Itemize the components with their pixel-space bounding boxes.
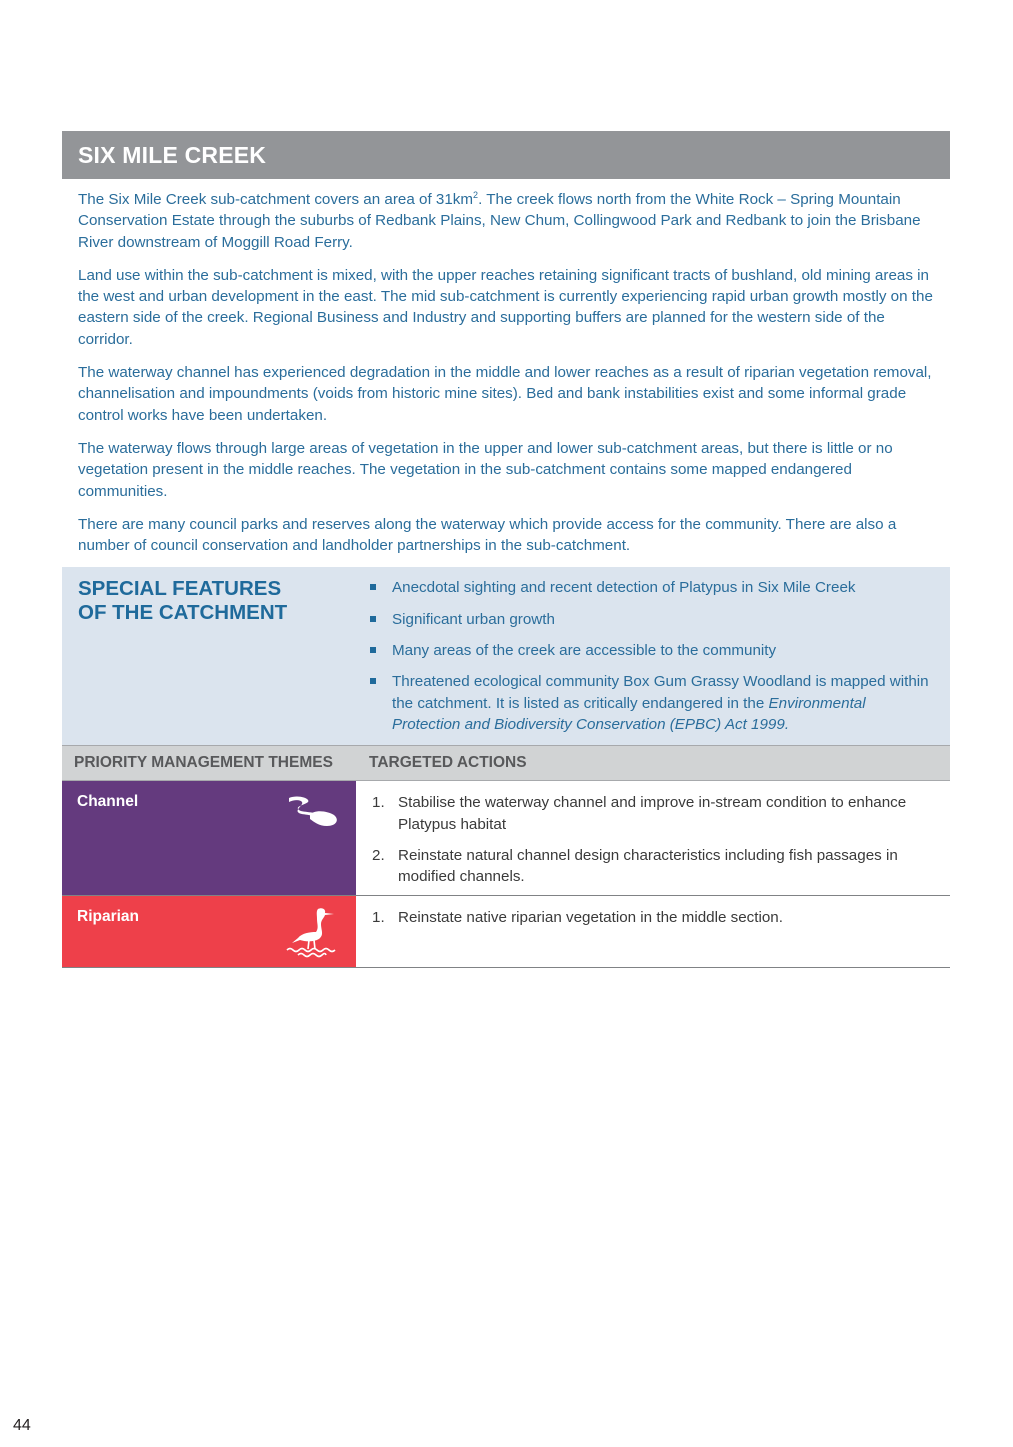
themes-column-header: PRIORITY MANAGEMENT THEMES — [74, 754, 333, 772]
epbc-act-reference: Environmental Protection and Biodiversity Conservation (EPBC) Act 1999. — [392, 694, 866, 733]
channel-actions — [356, 781, 950, 895]
intro-paragraph-4: The waterway flows through large areas of vegetation in the upper and lower sub-catchment areas, but there is little or no vegetation present in the middle reaches. The vegetation in the sub-catchment contains some mapped endangered communities. — [78, 439, 893, 500]
action-number: 1. — [372, 794, 385, 812]
features-heading-line-1: SPECIAL FEATURES — [78, 577, 282, 601]
river-icon — [284, 793, 340, 833]
theme-name: Channel — [77, 793, 139, 811]
features-heading-line-2: OF THE CATCHMENT — [78, 601, 288, 625]
actions-column-header: TARGETED ACTIONS — [369, 754, 527, 772]
page-number: 44 — [13, 1417, 31, 1434]
feature-text: Many areas of the creek are accessible to the community — [392, 642, 777, 660]
heron-icon — [284, 906, 340, 958]
intro-paragraph-3: The waterway channel has experienced degradation in the middle and lower reaches as a result of riparian vegetation removal, channelisation and impoundments (voids from historic mine sites). Bed and bank instabilities exist and some informal grade control works have been undertaken. — [78, 364, 932, 424]
action-text: Reinstate natural channel design characteristics including fish passages in modified channels. — [398, 846, 898, 886]
intro-paragraph-2: Land use within the sub-catchment is mixed, with the upper reaches retaining significant tracts of bushland, old mining areas in the west and urban development in the east. The mid sub-catchment is currently experiencing rapid urban growth mostly on the eastern side of the creek. Regional Business and Industry and supporting buffers are planned for the western side of the corridor. — [78, 266, 933, 348]
feature-item — [368, 671, 936, 735]
feature-text: Significant urban growth — [392, 610, 555, 628]
channel-actions-list — [372, 792, 936, 887]
action-item — [372, 845, 936, 888]
action-text: Reinstate native riparian vegetation in the middle section. — [398, 909, 783, 927]
feature-item — [368, 640, 936, 661]
feature-text: Threatened ecological community Box Gum Grassy Woodland is mapped within the catchment. It is listed as critically endangered in the — [392, 673, 929, 712]
feature-text: Anecdotal sighting and recent detection of Platypus in Six Mile Creek — [392, 579, 856, 597]
square-bullet-icon — [370, 647, 376, 653]
section-title-bar — [62, 131, 950, 179]
features-list — [368, 577, 936, 735]
action-text: Stabilise the waterway channel and improve in-stream condition to enhance Platypus habitat — [398, 794, 907, 833]
action-number: 1. — [372, 909, 385, 927]
action-item — [372, 792, 936, 835]
square-bullet-icon — [370, 678, 376, 684]
theme-cell-riparian — [62, 896, 356, 967]
management-table-header — [62, 745, 950, 781]
riparian-actions — [356, 896, 950, 967]
catchment-sheet — [62, 131, 950, 968]
special-features-heading — [78, 577, 368, 735]
intro-p1-end: . The creek flows north from the White Rock – Spring Mountain Conservation Estate through the suburbs of Redbank Plains, New Chum, Collingwood Park and Redbank to join the Brisbane River downstream of Moggill Road Ferry. — [78, 191, 921, 251]
intro-paragraph-1 — [78, 189, 936, 253]
theme-name: Riparian — [77, 908, 140, 926]
section-title: SIX MILE CREEK — [78, 141, 267, 168]
area-superscript: 2 — [473, 189, 479, 200]
special-features-panel — [62, 567, 950, 745]
action-item — [372, 907, 936, 928]
feature-item — [368, 609, 936, 630]
theme-cell-channel — [62, 781, 356, 895]
theme-row-channel — [62, 781, 950, 896]
theme-row-riparian — [62, 896, 950, 968]
intro-text — [62, 179, 950, 564]
intro-p1-start: The Six Mile Creek sub-catchment covers an area of 31km — [78, 191, 474, 208]
riparian-actions-list — [372, 907, 936, 928]
intro-paragraph-5: There are many council parks and reserves along the waterway which provide access for the community. There are also a number of council conservation and landholder partnerships in the sub-catchment. — [78, 515, 897, 555]
feature-item — [368, 577, 936, 598]
square-bullet-icon — [370, 584, 376, 590]
action-number: 2. — [372, 846, 385, 864]
square-bullet-icon — [370, 616, 376, 622]
